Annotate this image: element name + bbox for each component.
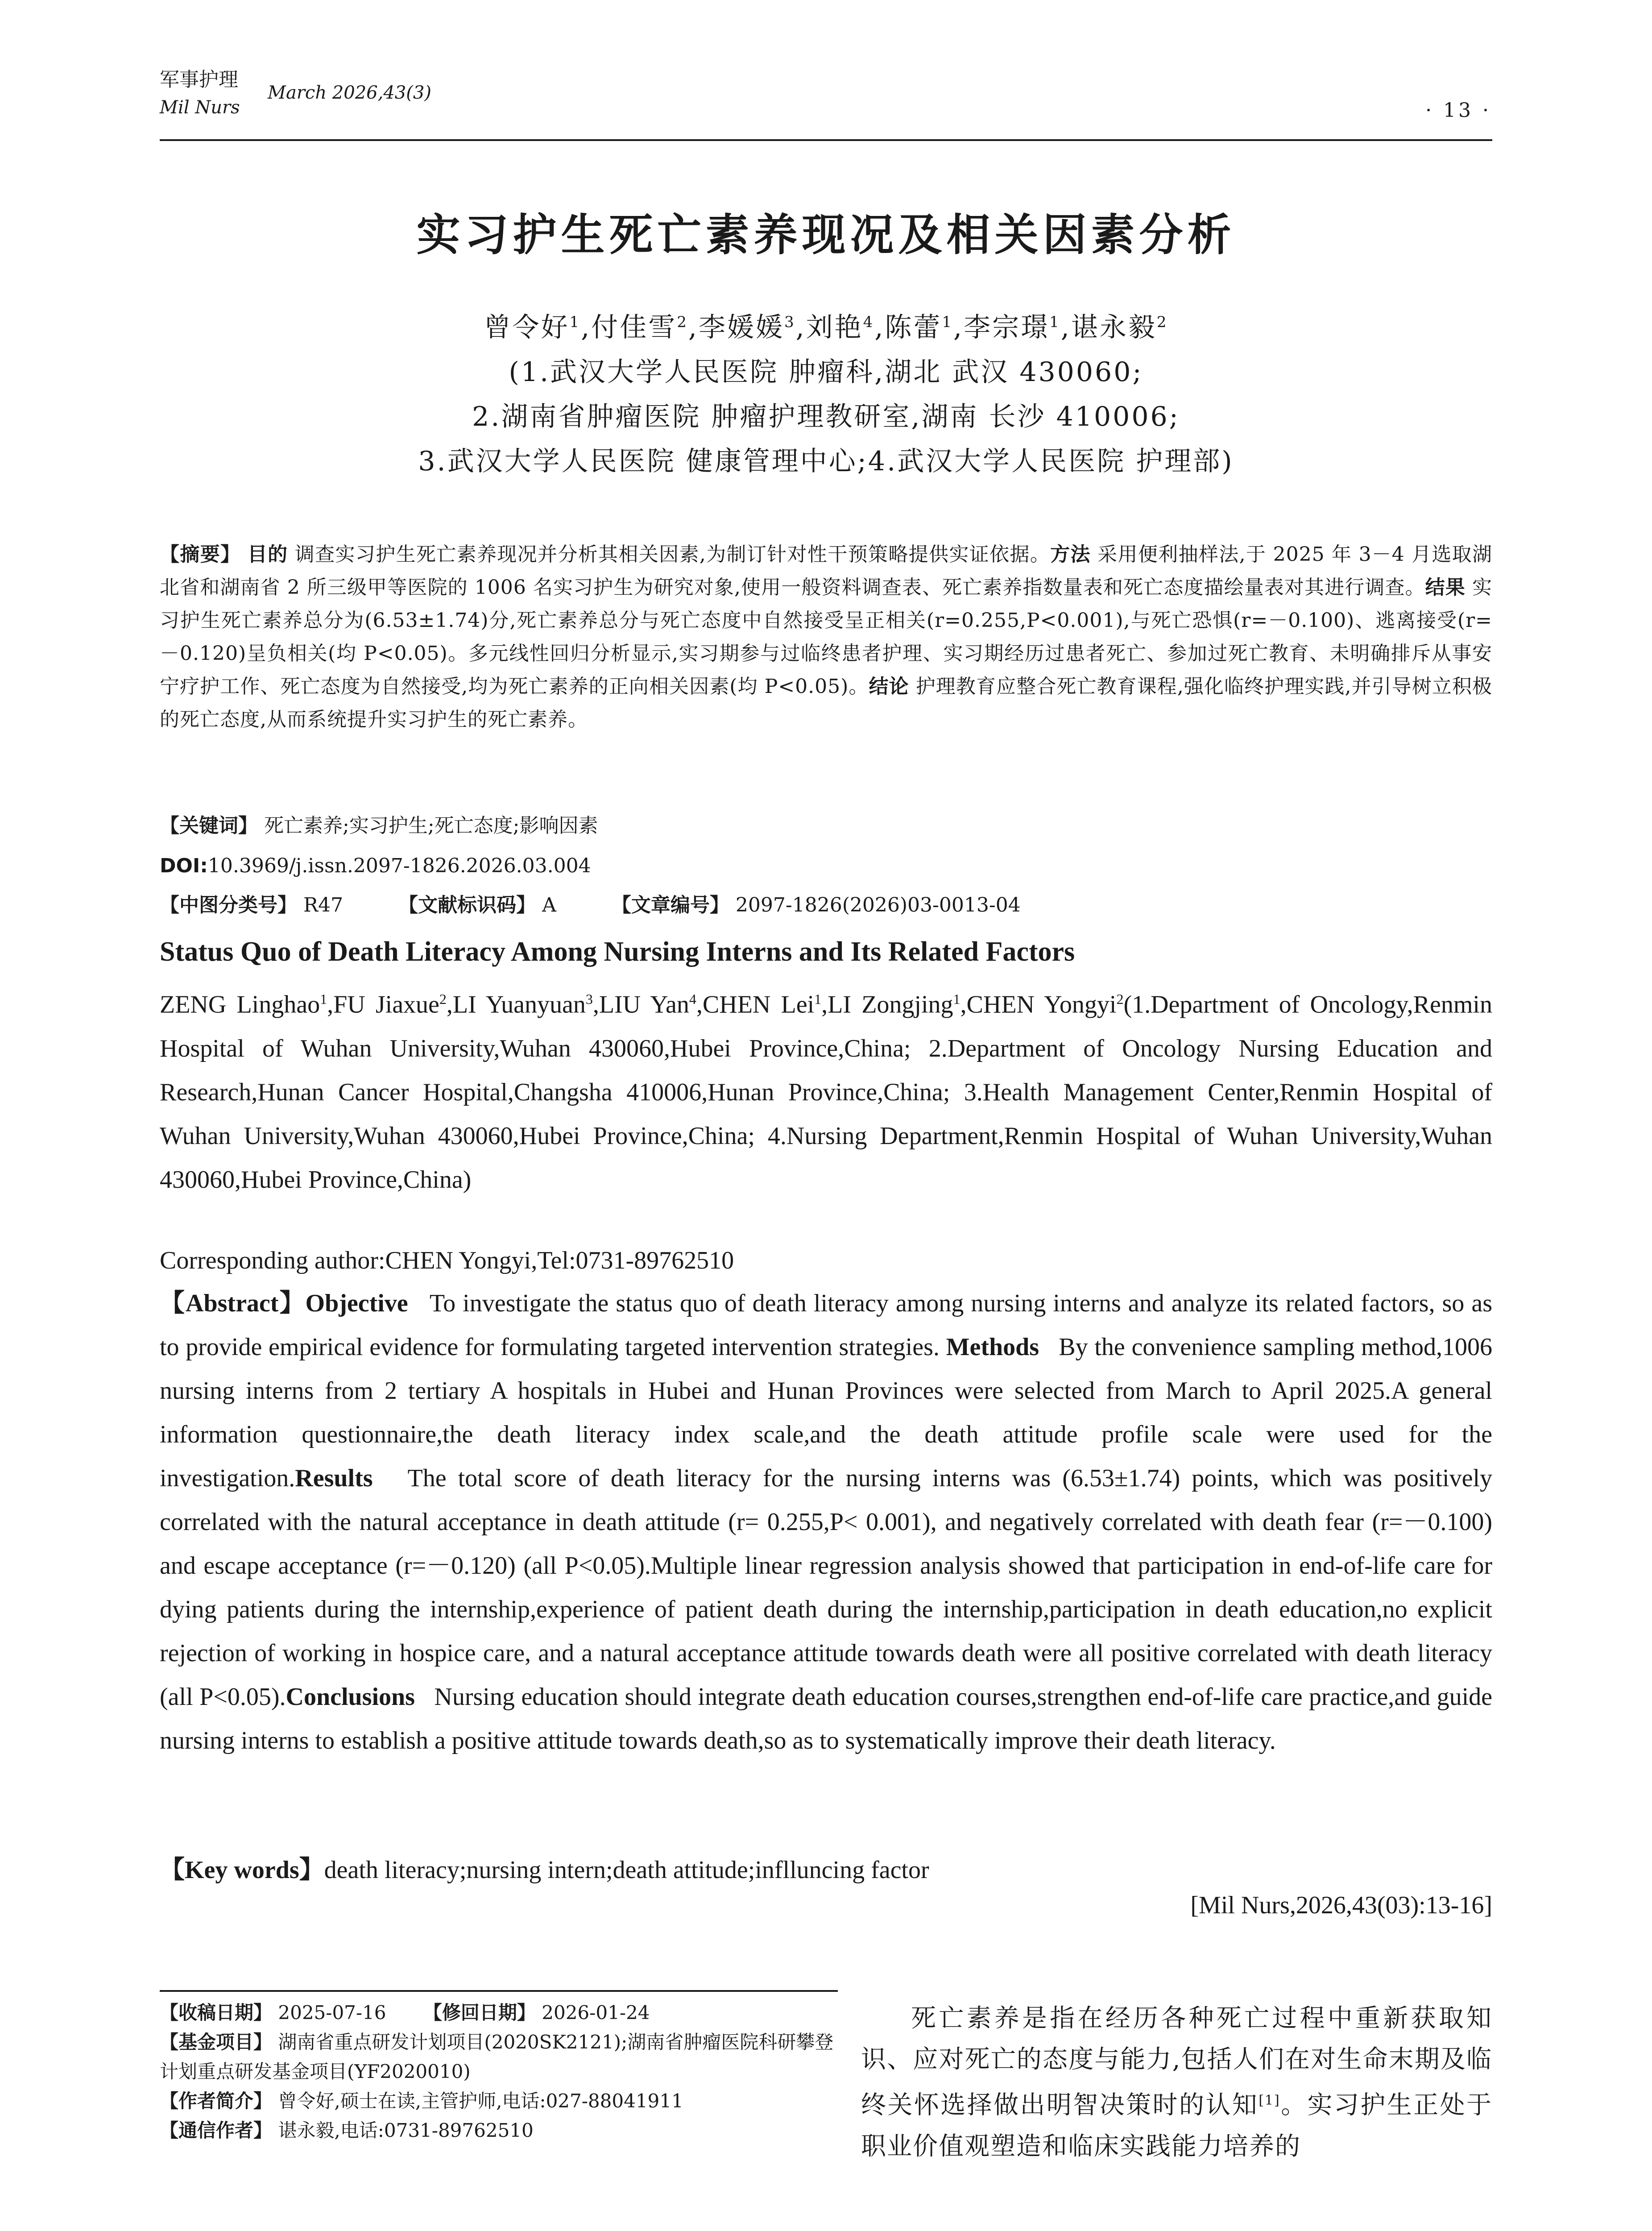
methods-text: 采用便利抽样法,于 2025 年 3－4 月选取湖北省和湖南省 2 所三级甲等医院的 1006 名实习护生为研究对象,使用一般资料调查表、死亡素养指数量表和死亡态度描绘量表对其进行调查。 [160,543,1492,599]
corr-author-label: 【通信作者】 [160,2119,273,2141]
author-aff-sup: 1 [1049,313,1061,331]
footnotes [160,1998,838,2145]
objective-en-label: Objective [305,1290,408,1317]
conclusions-en-label: Conclusions [286,1683,415,1711]
author-name: CHEN Lei [702,991,815,1019]
keywords-cn [160,812,1492,840]
revised-date: 2026-01-24 [542,2002,650,2024]
abstract-label: 【摘要】 [160,543,241,566]
methods-en-label: Methods [946,1333,1039,1361]
classification-line [160,892,1492,919]
doc-code-label: 【文献标识码】 [398,894,536,916]
author-name: LI Yuanyuan [452,991,586,1019]
clc-value: R47 [303,894,344,916]
author-aff-sup: 1 [814,991,822,1007]
english-title: Status Quo of Death Literacy Among Nursing Interns and Its Related Factors [160,937,1075,967]
author-bio-line [160,2086,838,2116]
journal-name-en: Mil Nurs [160,97,240,118]
author-aff-sup: 2 [1156,313,1168,331]
author-aff-sup: 1 [942,313,954,331]
author-aff-sup: 3 [784,313,796,331]
results-text: 实习护生死亡素养总分为(6.53±1.74)分,死亡素养总分与死亡态度中自然接受呈正相关(r=0.255,P<0.001),与死亡恐惧(r=－0.100)、逃离接受(r=－0.120)呈负相关(均 P<0.05)。多元线性回归分析显示,实习期参与过临终患者护理、实习期经历过患者死亡、参加过死亡教育、未明确排斥从事安宁疗护工作、死亡态度为自然接受,均为死亡素养的正向相关因素(均 P<0.05)。 [160,576,1493,698]
article-no-value: 2097-1826(2026)03-0013-04 [735,894,1021,916]
results-en-text: The total score of death literacy for the nursing interns was (6.53±1.74) points, which was positively correlated with the natural acceptance in death attitude (r= 0.255,P< 0.001), and negatively correlated with death fear (r=－0.100) and escape acceptance (r=－0.120) (all P<0.05).Multiple linear regression analysis showed that participation in end-of-life care for dying patients during the internship,experience of patient death during the internship,participation in death education,no explicit rejection of working in hospice care, and a natural acceptance attitude towards death were all positive correlated with death literacy (all P<0.05). [160,1464,1493,1711]
journal-name [160,66,240,121]
keywords-text: 死亡素养;实习护生;死亡态度;影响因素 [264,814,598,837]
issue-info: March 2026,43(3) [268,83,431,103]
author-bio-text: 曾令好,硕士在读,主管护师,电话:027-88041911 [278,2090,683,2112]
author-aff-sup: 1 [953,991,961,1007]
author-aff-sup: 4 [689,991,696,1007]
methods-en-text: By the convenience sampling method,1006 nursing interns from 2 tertiary A hospitals in Hubei and Hunan Provinces were selected from March to April 2025.A general information questionnaire,the death literacy index scale,and the death attitude profile scale were used for the investigation. [160,1333,1493,1492]
clc-label: 【中图分类号】 [160,894,297,916]
keywords-en-label: 【Key words】 [160,1856,324,1884]
conclusion-text: 护理教育应整合死亡教育课程,强化临终护理实践,并引导树立积极的死亡态度,从而系统提升实习护生的死亡素养。 [160,675,1493,731]
english-authors: ZENG Linghao$^1$,FU Jiaxue$^2$,LI Yuanyuan$^3$,LIU Yan$^4$,CHEN Lei$^1$,LI Zongjing$^1$,CHEN Yongyi$^2$(1.Department of Oncology,Renmin Hospital of Wuhan University,Wuhan 430060,Hubei Province,China; 2.Department of Oncology Nursing Education and Research,Hunan Cancer Hospital,Changsha 410006,Hunan Province,China; 3.Health Management Center,Renmin Hospital of Wuhan University,Wuhan 430060,Hubei Province,China; 4.Nursing Department,Renmin Hospital of Wuhan University,Wuhan 430060,Hubei Province,China) [160,991,1492,1194]
received-label: 【收稿日期】 [160,2002,273,2024]
body-paragraph [861,1998,1492,2167]
abstract-cn [160,538,1492,736]
doi-label: DOI: [160,854,208,877]
abstract-en [160,1281,1492,1762]
affiliation-line: 3.武汉大学人民医院 健康管理中心;4.武汉大学人民医院 护理部) [418,446,1234,477]
keywords-label: 【关键词】 [160,814,258,837]
author-aff-sup: 2 [1116,991,1124,1007]
body-text-end: 。实习护生正处于职业价值观塑造和临床实践能力培养的 [861,2090,1493,2161]
keywords-en [160,1848,1492,1892]
header-rule [160,139,1492,141]
revised-label: 【修回日期】 [423,2002,536,2024]
conclusion-label: 结论 [869,675,909,698]
reference-marker[interactable]: [1] [1259,2093,1280,2108]
affiliation-line: (1.武汉大学人民医院 肿瘤科,湖北 武汉 430060; [509,357,1143,388]
results-en-label: Results [295,1464,373,1492]
body-text: 死亡素养是指在经历各种死亡过程中重新获取知识、应对死亡的态度与能力,包括人们在对生命末期及临终关怀选择做出明智决策时的认知 [861,2004,1492,2120]
objective-en-text: To investigate the status quo of death literacy among nursing interns and analyze its related factors, so as to provide empirical evidence for formulating targeted intervention strategies. [160,1290,1492,1361]
corresponding-author: Corresponding author:CHEN Yongyi,Tel:0731-89762510 [160,1247,734,1274]
author-name: 李媛媛 [698,312,784,343]
corr-author-line [160,2116,838,2145]
author-aff-sup: 3 [585,991,593,1007]
received-date: 2025-07-16 [278,2002,386,2024]
author-aff-sup: 4 [863,313,875,331]
author-name: 刘艳 [806,312,863,343]
english-affiliations: (1.Department of Oncology,Renmin Hospital of Wuhan University,Wuhan 430060,Hubei Province,China; 2.Department of Oncology Nursing Education and Research,Hunan Cancer Hospital,Changsha 410006,Hunan Province,China; 3.Health Management Center,Renmin Hospital of Wuhan University,Wuhan 430060,Hubei Province,China; 4.Nursing Department,Renmin Hospital of Wuhan University,Wuhan 430060,Hubei Province,China) [160,991,1492,1194]
doi-line [160,852,1492,880]
author-name: CHEN Yongyi [966,991,1117,1019]
objective-label: 目的 [247,543,288,566]
objective-text: 调查实习护生死亡素养现况并分析其相关因素,为制订针对性干预策略提供实证依据。 [294,543,1051,566]
page-number: · 13 · [1425,99,1491,122]
author-name: ZENG Linghao [160,991,320,1019]
author-name: 曾令好 [484,312,570,343]
corr-author-text: 谌永毅,电话:0731-89762510 [278,2119,534,2141]
doi-text: 10.3969/j.issn.2097-1826.2026.03.004 [207,854,591,877]
fund-label: 【基金项目】 [160,2031,273,2053]
author-block [160,300,1492,484]
author-name: 谌永毅 [1071,312,1157,343]
article-title: 实习护生死亡素养现况及相关因素分析 [416,210,1236,261]
article-no-label: 【文章编号】 [611,894,729,916]
methods-label: 方法 [1050,543,1091,566]
keywords-en-text: death literacy;nursing intern;death attitude;inflluncing factor [324,1856,929,1884]
author-name: 付佳雪 [591,312,677,343]
author-aff-sup: 1 [569,313,581,331]
journal-name-cn: 军事护理 [160,68,238,91]
author-aff-sup: 1 [320,991,327,1007]
doc-code-value: A [542,894,556,916]
author-bio-label: 【作者简介】 [160,2090,273,2112]
results-label: 结果 [1425,576,1466,599]
abstract-en-label: 【Abstract】 [160,1290,306,1317]
author-aff-sup: 2 [439,991,447,1007]
author-list-cn: 曾令好$^1$,付佳雪$^2$,李媛媛$^3$,刘艳$^4$,陈蕾$^1$,李宗璟$^1$,谌永毅$^2$ [484,312,1168,343]
author-name: LI Zongjing [828,991,953,1019]
footnote-rule [160,1990,838,1992]
author-name: 陈蕾 [885,312,942,343]
author-aff-sup: 2 [677,313,688,331]
conclusions-en-text: Nursing education should integrate death education courses,strengthen end-of-life care practice,and guide nursing interns to establish a positive attitude towards death,so as to systematically improve their death literacy. [160,1683,1492,1754]
author-name: LIU Yan [599,991,689,1019]
author-name: 李宗璟 [964,312,1050,343]
fund-line [160,2028,838,2086]
citation: [Mil Nurs,2026,43(03):13-16] [1190,1891,1492,1919]
fund-text: 湖南省重点研发计划项目(2020SK2121);湖南省肿瘤医院科研攀登计划重点研发基金项目(YF2020010) [160,2031,834,2082]
author-name: FU Jiaxue [333,991,439,1019]
affiliation-line: 2.湖南省肿瘤医院 肿瘤护理教研室,湖南 长沙 410006; [472,401,1180,432]
date-line [160,1998,838,2028]
